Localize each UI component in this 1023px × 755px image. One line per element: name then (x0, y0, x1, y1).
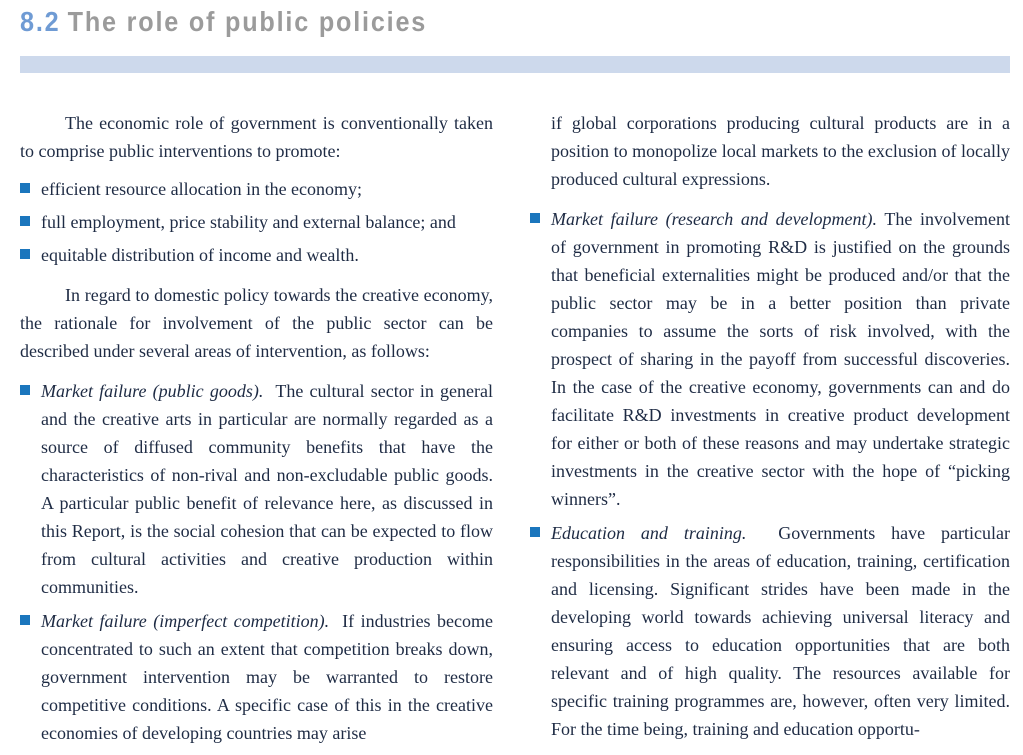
item-lead: Market failure (imperfect competition). (41, 611, 330, 631)
list-item (530, 519, 1010, 743)
bullet-square-icon (530, 527, 540, 537)
list-item (20, 208, 493, 236)
list-item (20, 377, 493, 601)
item-text: If industries become concentrated to such an extent that competition breaks down, government intervention may be warranted to restore competitive conditions. A specific case of this in the creative economies of developing countries may arise (41, 611, 493, 743)
interventions-list-left (20, 377, 493, 747)
list-item (530, 205, 1010, 513)
list-item-text: full employment, price stability and external balance; and (41, 212, 456, 232)
intro-paragraph: The economic role of government is conventionally taken to comprise public interventions to promote: (20, 113, 493, 161)
item-lead: Market failure (research and development). (551, 209, 878, 229)
bullet-square-icon (530, 213, 540, 223)
list-item-text: equitable distribution of income and wealth. (41, 245, 359, 265)
interventions-list-right (530, 205, 1010, 743)
section-divider-bar (20, 56, 1010, 73)
section-title: The role of public policies (67, 6, 428, 37)
list-item (20, 241, 493, 269)
policy-goals-list (20, 175, 493, 269)
bullet-square-icon (20, 615, 30, 625)
bullet-square-icon (20, 183, 30, 193)
bullet-square-icon (20, 216, 30, 226)
list-item-text: efficient resource allocation in the economy; (41, 179, 363, 199)
continuation-paragraph: if global corporations producing cultural products are in a position to monopolize local markets to the exclusion of locally produced cultural expressions. (551, 113, 1010, 189)
item-text: The involvement of government in promoting R&D is justified on the grounds that beneficial externalities might be produced and/or that the public sector may be in a better position than private companies to assume the sorts of risk involved, with the prospect of sharing in the payoff from successful discoveries. In the case of the creative economy, governments can and do facilitate R&D investments in creative product development for either or both of these reasons and may undertake strategic investments in the creative sector with the hope of “picking winners”. (551, 209, 1010, 509)
section-header (20, 6, 1010, 38)
item-text: The cultural sector in general and the creative arts in particular are normally regarded as a source of diffused community benefits that have the characteristics of non-rival and non-excludable public goods. A particular public benefit of relevance here, as discussed in this Report, is the social cohesion that can be expected to flow from cultural activities and creative production within communities. (41, 381, 494, 597)
item-text: Governments have particular responsibilities in the areas of education, training, certification and licensing. Significant strides have been made in the developing world towards achieving universal literacy and ensuring access to education opportunities that are both relevant and of high quality. The resources available for specific training programmes are, however, often very limited. For the time being, training and education opportu- (551, 523, 1010, 739)
section-number: 8.2 (20, 6, 61, 37)
list-item (20, 175, 493, 203)
bullet-square-icon (20, 249, 30, 259)
left-column (20, 109, 493, 747)
item-lead: Market failure (public goods). (41, 381, 264, 401)
section-heading (20, 6, 911, 38)
list-item (20, 607, 493, 747)
item-lead: Education and training. (551, 523, 747, 543)
bullet-square-icon (20, 385, 30, 395)
rationale-paragraph: In regard to domestic policy towards the creative economy, the rationale for involvement of the public sector can be described under several areas of intervention, as follows: (20, 285, 493, 361)
page-content (20, 109, 1010, 747)
right-column (530, 109, 1010, 747)
